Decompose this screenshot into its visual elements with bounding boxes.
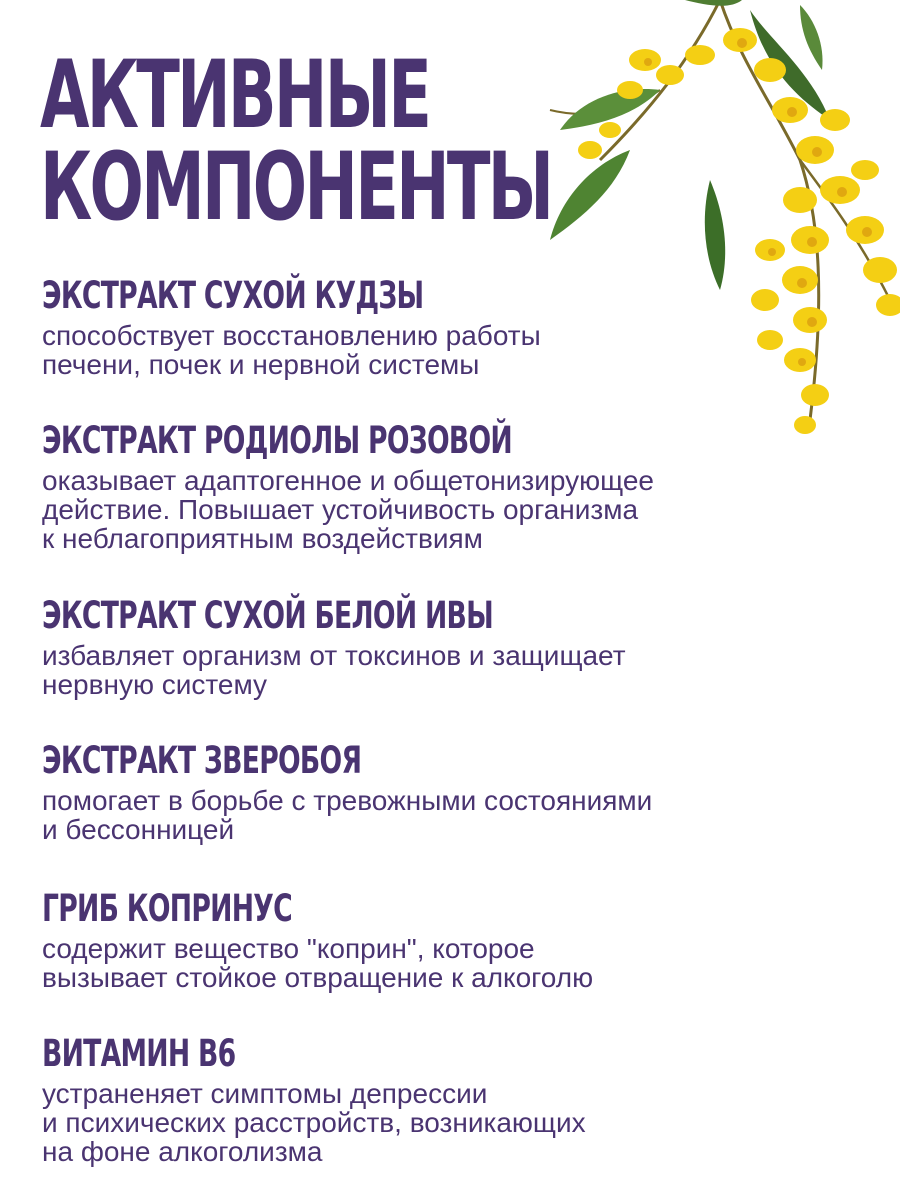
component-white-willow [42,595,880,699]
title-line-1: АКТИВНЫЕ [40,41,430,150]
component-coprinus [42,888,880,992]
component-description: избавляет организм от токсинов и защищает нервную систему [42,640,626,700]
component-st-johns-wort [42,740,880,844]
component-name: ЭКСТРАКТ ЗВЕРОБОЯ [42,739,362,782]
component-name: ЭКСТРАКТ РОДИОЛЫ РОЗОВОЙ [42,419,512,462]
page-title [40,41,552,242]
component-description: способствует восстановлению работы печени, почек и нервной системы [42,320,541,380]
component-name: ВИТАМИН В6 [42,1032,236,1075]
component-kudzu [42,275,880,379]
component-description: устраненяет симптомы депрессии и психических расстройств, возникающих на фоне алкоголизма [42,1078,586,1167]
component-description: помогает в борьбе с тревожными состояниями и бессонницей [42,785,653,845]
component-name: ЭКСТРАКТ СУХОЙ БЕЛОЙ ИВЫ [42,594,494,637]
component-name: ГРИБ КОПРИНУС [42,887,292,930]
component-rhodiola [42,420,880,553]
component-description: оказывает адаптогенное и общетонизирующее действие. Повышает устойчивость организма к неблагоприятным воздействиям [42,465,654,554]
title-line-2: КОМПОНЕНТЫ [40,133,552,242]
component-name: ЭКСТРАКТ СУХОЙ КУДЗЫ [42,274,424,317]
component-description: содержит вещество "коприн", которое вызывает стойкое отвращение к алкоголю [42,933,594,993]
component-vitamin-b6 [42,1033,880,1166]
